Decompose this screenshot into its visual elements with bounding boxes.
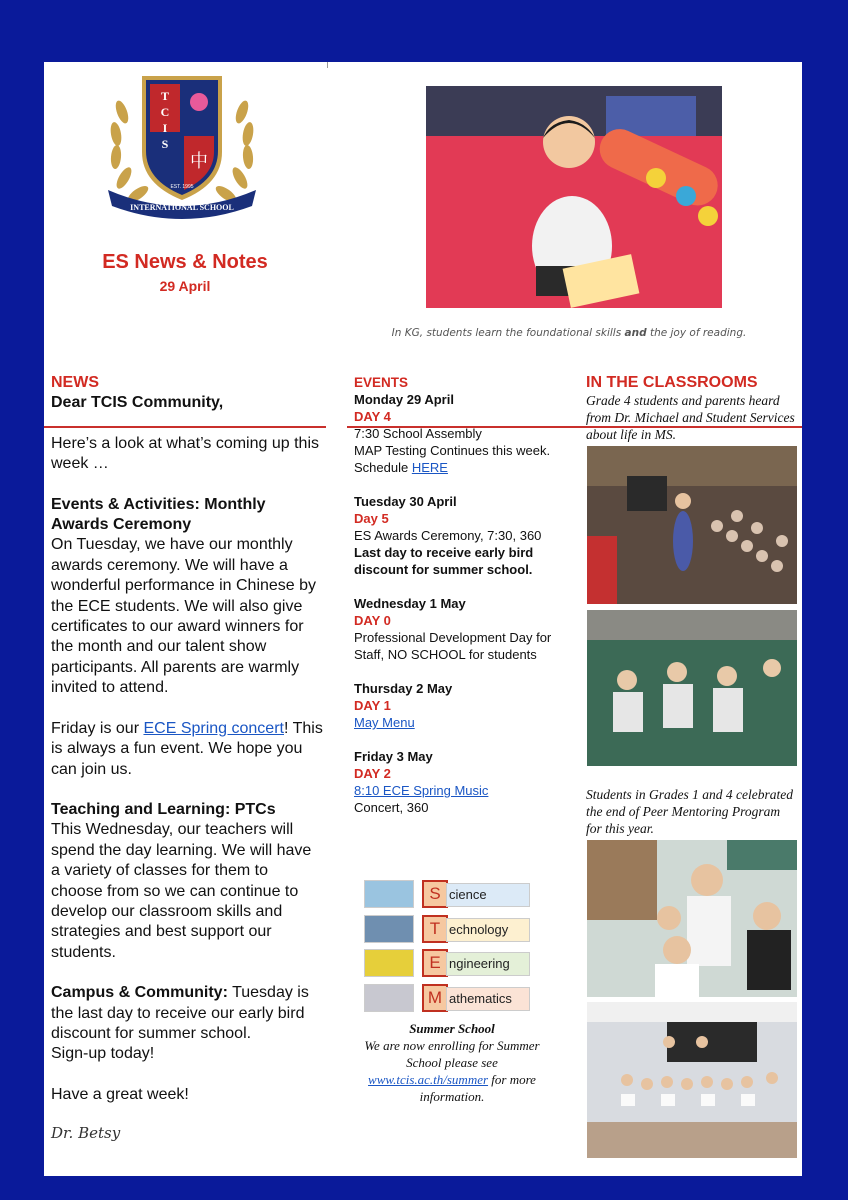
event-friday: Friday 3 May DAY 2 8:10 ECE Spring Music Concert, 360 (354, 749, 489, 815)
intro-text: Here’s a look at what’s coming up this week … (51, 434, 319, 473)
photo-caption: In KG, students learn the foundational skills and the joy of reading. (391, 327, 747, 339)
tcis-logo (102, 72, 262, 222)
classroom-caption-1: Grade 4 students and parents heard from Dr. Michael and Student Services about life in MS. (586, 393, 795, 442)
fold-mark (327, 62, 328, 68)
signup-text: Sign-up today! (51, 1045, 155, 1063)
mentoring-certificates-photo (587, 1002, 797, 1158)
svg-text:I: I (162, 121, 168, 135)
svg-text:中: 中 (190, 151, 208, 172)
summer-school-notice: Summer School We are now enrolling for Summer School please see www.tcis.ac.th/summer for more information. (364, 1021, 540, 1104)
parents-audience-photo (587, 610, 797, 766)
event-wednesday: Wednesday 1 May DAY 0 Professional Development Day for Staff, NO SCHOOL for students (354, 596, 552, 662)
news-column (51, 373, 323, 1144)
ms-info-session-photo (587, 446, 797, 604)
technology-icon (364, 915, 414, 943)
event-monday: Monday 29 April DAY 4 7:30 School Assembly MAP Testing Continues this week. Schedule HERE (354, 392, 551, 475)
newsletter-page (44, 62, 802, 1176)
engineering-icon (364, 949, 414, 977)
spring-music-link[interactable]: 8:10 ECE Spring Music (354, 783, 489, 798)
svg-text:INTERNATIONAL SCHOOL: INTERNATIONAL SCHOOL (130, 203, 234, 212)
signature: Dr. Betsy (51, 1124, 121, 1143)
news-heading: NEWS (51, 374, 99, 391)
events-heading: EVENTS (354, 375, 409, 390)
closing-text: Have a great week! (51, 1085, 189, 1103)
stem-row-engineering: E ngineering (364, 946, 534, 981)
newsletter-title: ES News & Notes (102, 251, 268, 273)
ece-spring-concert-link[interactable]: ECE Spring concert (143, 719, 284, 737)
svg-text:EST. 1995: EST. 1995 (170, 184, 194, 190)
summer-school-link[interactable]: www.tcis.ac.th/summer (368, 1072, 489, 1087)
greeting: Dear TCIS Community, (51, 394, 224, 412)
newsletter-date: 29 April (159, 278, 211, 294)
event-tuesday: Tuesday 30 April Day 5 ES Awards Ceremony, 7:30, 360 Last day to receive early bird discount for summer school. (354, 494, 542, 577)
classrooms-column (586, 374, 801, 443)
svg-text:C: C (160, 105, 170, 119)
svg-text:S: S (161, 137, 169, 151)
map-schedule-link[interactable]: HERE (411, 460, 448, 475)
mathematics-icon (364, 984, 414, 1012)
stem-row-technology: T echnology (364, 912, 534, 947)
svg-text:T: T (160, 89, 170, 103)
kg-student-reading-photo (426, 86, 722, 308)
events-column (354, 374, 564, 833)
classrooms-heading: IN THE CLASSROOMS (586, 374, 758, 391)
teaching-learning-body: This Wednesday, our teachers will spend the day learning. We will have a variety of classes for them to choose from so we can continue to develop our classroom skills and strategies and best support our students. (51, 821, 312, 961)
event-thursday: Thursday 2 May DAY 1 May Menu (354, 681, 453, 730)
peer-mentoring-photo (587, 840, 797, 997)
teaching-learning-title: Teaching and Learning: PTCs (51, 800, 276, 818)
spring-concert-text: Friday is our ECE Spring concert! This is always a fun event. We hope you can join us. (51, 719, 323, 778)
events-activities-body: On Tuesday, we have our monthly awards ceremony. We will have a wonderful performance in Chinese by the ECE students. We will also give certificates to our award winners for the month and our talent show participants. All parents are warmly invited to attend. (51, 536, 317, 697)
campus-community-text: Campus & Community: Tuesday is the last day to receive our early bird discount for summer school. (51, 984, 309, 1042)
classroom-caption-2: Students in Grades 1 and 4 celebrated the end of Peer Mentoring Program for this year. (586, 787, 793, 836)
stem-row-mathematics: M athematics (364, 981, 534, 1016)
stem-graphic (364, 877, 534, 1015)
science-icon (364, 880, 414, 908)
may-menu-link[interactable]: May Menu (354, 715, 415, 730)
events-activities-title: Events & Activities: Monthly Awards Ceremony (51, 495, 266, 534)
stem-row-science: S cience (364, 877, 534, 912)
